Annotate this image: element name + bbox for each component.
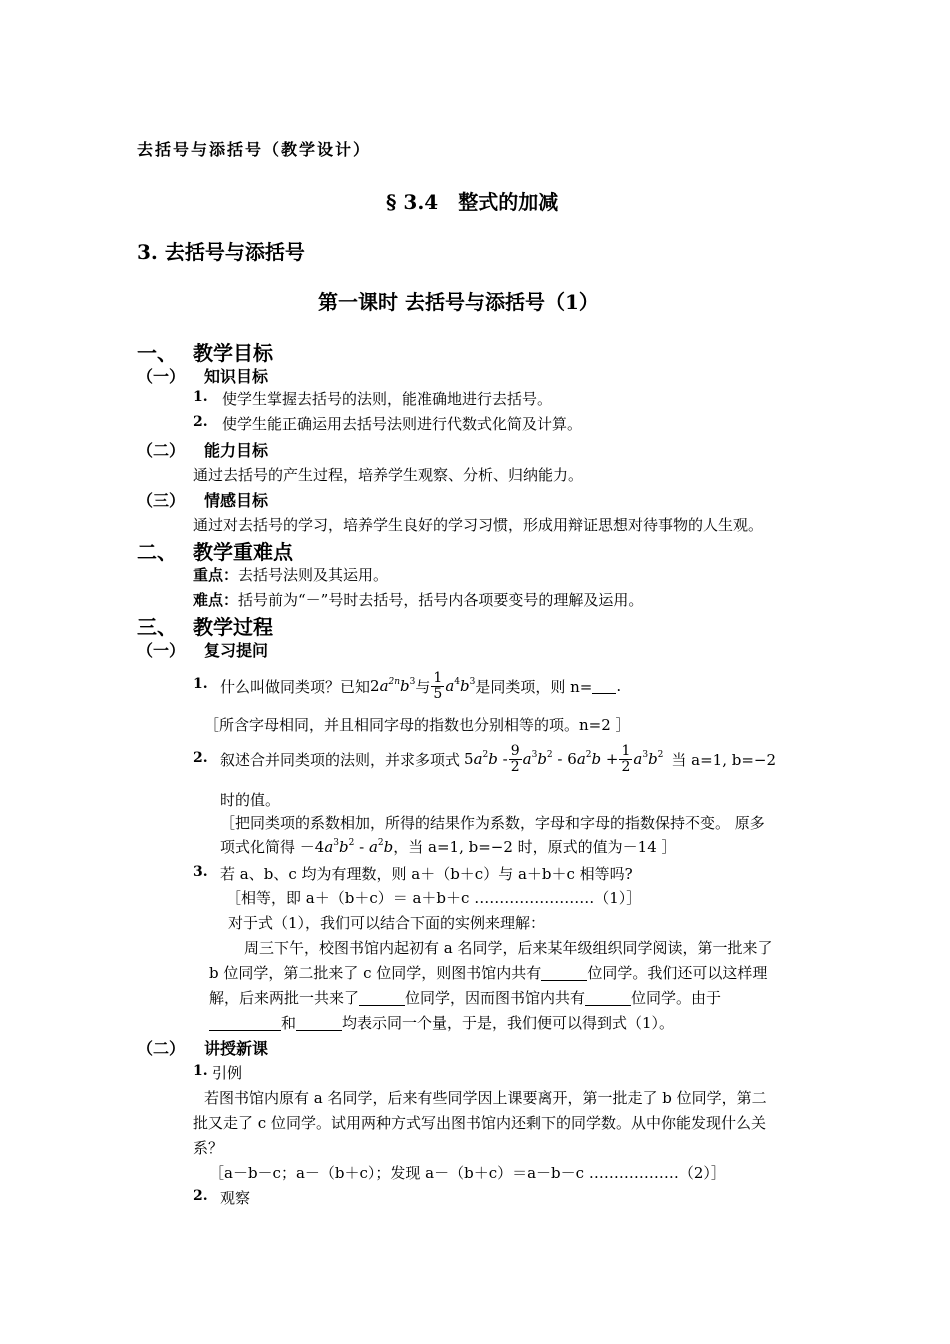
- document-title: 去括号与添括号（教学设计）: [137, 140, 372, 159]
- question-1-blank[interactable]: [592, 678, 616, 694]
- subsection-heading: 3. 去括号与添括号: [137, 240, 305, 264]
- new-lesson-item-2-title: 观察: [220, 1189, 251, 1207]
- question-1-connector: 与: [415, 677, 431, 696]
- example-blank-5[interactable]: [296, 1015, 342, 1031]
- part1-sub3-title: 情感目标: [204, 491, 269, 510]
- question-2-fraction-2: $\frac{1}{2}$: [621, 742, 631, 775]
- question-2-term-2: $a^3b^2 - 6a^2b$ +: [522, 750, 619, 768]
- example-blank-3[interactable]: [585, 990, 631, 1006]
- part1-sub3-number: （三）: [137, 491, 186, 510]
- lead-example-line-1: 若图书馆内原有 a 名同学，后来有些同学因上课要离开，第一批走了 b 位同学，第二: [204, 1089, 767, 1107]
- question-2-suffix: 当 a=1, b=−2: [671, 750, 777, 769]
- new-lesson-item-1-number: 1.: [193, 1063, 208, 1079]
- question-1-term-a: $2a^{2n}b^3$: [370, 677, 416, 695]
- lead-example-line-3: 系？: [193, 1139, 224, 1157]
- knowledge-item-1-text: 使学生掌握去括号的法则，能准确地进行去括号。: [222, 390, 553, 408]
- question-1-text: [220, 664, 621, 708]
- question-1-number: 1.: [193, 676, 208, 692]
- difficult-point-label: 难点：: [193, 591, 239, 609]
- part3-sub1-number: （一）: [137, 641, 186, 660]
- lead-example-answer: ［a－b－c；a－（b＋c）；发现 a－（b＋c）＝a－b－c ………………（2）］: [209, 1164, 726, 1182]
- question-2-line-2: 时的值。: [220, 791, 281, 809]
- example-blank-1[interactable]: [541, 965, 587, 981]
- question-1-fraction: $\frac{1}{5}$: [433, 669, 443, 702]
- part2-number: 二、: [137, 540, 177, 564]
- key-point-text: 去括号法则及其运用。: [238, 566, 389, 584]
- question-1-suffix: 是同类项，则 n=: [475, 677, 593, 696]
- part2-title: 教学重难点: [193, 540, 293, 564]
- question-1-answer: ［所含字母相同，并且相同字母的指数也分别相等的项。n=2 ］: [204, 716, 631, 734]
- difficult-point-text: 括号前为“－”号时去括号，括号内各项要变号的理解及运用。: [238, 591, 644, 609]
- question-3-number: 3.: [193, 864, 208, 880]
- question-1-prefix: 什么叫做同类项？已知: [220, 677, 371, 696]
- part3-sub1-title: 复习提问: [204, 641, 269, 660]
- key-point-label: 重点：: [193, 566, 239, 584]
- part1-number: 一、: [137, 341, 177, 365]
- example-blank-2[interactable]: [359, 990, 405, 1006]
- question-2-answer-line-2: 项式化简得 $-4a^3b^2 - a^2b$，当 a=1, b=−2 时，原式的值为－14 ］: [220, 838, 677, 856]
- emotion-goal-text: 通过对去括号的学习，培养学生良好的学习习惯，形成用辩证思想对待事物的人生观。: [193, 516, 764, 534]
- knowledge-item-1-number: 1.: [193, 389, 208, 405]
- lead-example-line-2: 批又走了 c 位同学。试用两种方式写出图书馆内还剩下的同学数。从中你能发现什么关: [193, 1114, 766, 1132]
- question-2-answer-line-1: ［把同类项的系数相加，所得的结果作为系数，字母和字母的指数保持不变。 原多: [220, 814, 765, 832]
- example-line-3: 解，后来两批一共来了 位同学，因而图书馆内共有 位同学。由于: [209, 989, 722, 1007]
- part1-title: 教学目标: [193, 341, 273, 365]
- question-2-polynomial: $5a^2b$ -: [464, 750, 508, 768]
- new-lesson-item-2-number: 2.: [193, 1188, 208, 1204]
- question-2-fraction-1: $\frac{9}{2}$: [510, 742, 520, 775]
- question-1-term-b: $a^4b^3$: [445, 677, 476, 695]
- knowledge-item-2-text: 使学生能正确运用去括号法则进行代数式化简及计算。: [222, 415, 583, 433]
- question-2-prefix: 叙述合并同类项的法则，并求多项式: [220, 750, 461, 769]
- part3-title: 教学过程: [193, 615, 273, 639]
- example-line-1: 周三下午，校图书馆内起初有 a 名同学，后来某年级组织同学阅读，第一批来了: [244, 939, 773, 957]
- example-line-4: 和 均表示同一个量，于是，我们便可以得到式（1）。: [209, 1012, 674, 1033]
- example-line-2: b 位同学，第二批来了 c 位同学，则图书馆内共有 位同学。我们还可以这样理: [209, 964, 768, 982]
- difficult-point: [193, 589, 643, 610]
- question-2-text: [220, 737, 776, 781]
- ability-goal-text: 通过去括号的产生过程，培养学生观察、分析、归纳能力。: [193, 466, 584, 484]
- question-1-period: .: [616, 677, 622, 695]
- question-3-intro: 对于式（1），我们可以结合下面的实例来理解：: [228, 914, 546, 932]
- part1-sub1-number: （一）: [137, 367, 186, 386]
- part3-number: 三、: [137, 615, 177, 639]
- key-point: [193, 564, 388, 585]
- question-3-text: 若 a、b、c 均为有理数，则 a＋（b＋c）与 a＋b＋c 相等吗?: [220, 865, 633, 883]
- part3-sub2-number: （二）: [137, 1039, 186, 1058]
- part1-sub1-title: 知识目标: [204, 367, 269, 386]
- section-heading: § 3.4 整式的加减: [386, 190, 559, 214]
- new-lesson-item-1-title: 引例: [212, 1064, 243, 1082]
- part3-sub2-title: 讲授新课: [204, 1039, 269, 1058]
- question-3-answer: ［相等，即 a＋（b＋c）＝ a＋b＋c ……………………（1）］: [226, 889, 642, 907]
- question-2-number: 2.: [193, 750, 208, 766]
- knowledge-item-2-number: 2.: [193, 414, 208, 430]
- example-blank-4[interactable]: [209, 1015, 281, 1031]
- part1-sub2-title: 能力目标: [204, 441, 269, 460]
- question-2-term-4: $a^3b^2$: [633, 750, 664, 768]
- lesson-title: 第一课时 去括号与添括号（1）: [318, 290, 599, 314]
- part1-sub2-number: （二）: [137, 441, 186, 460]
